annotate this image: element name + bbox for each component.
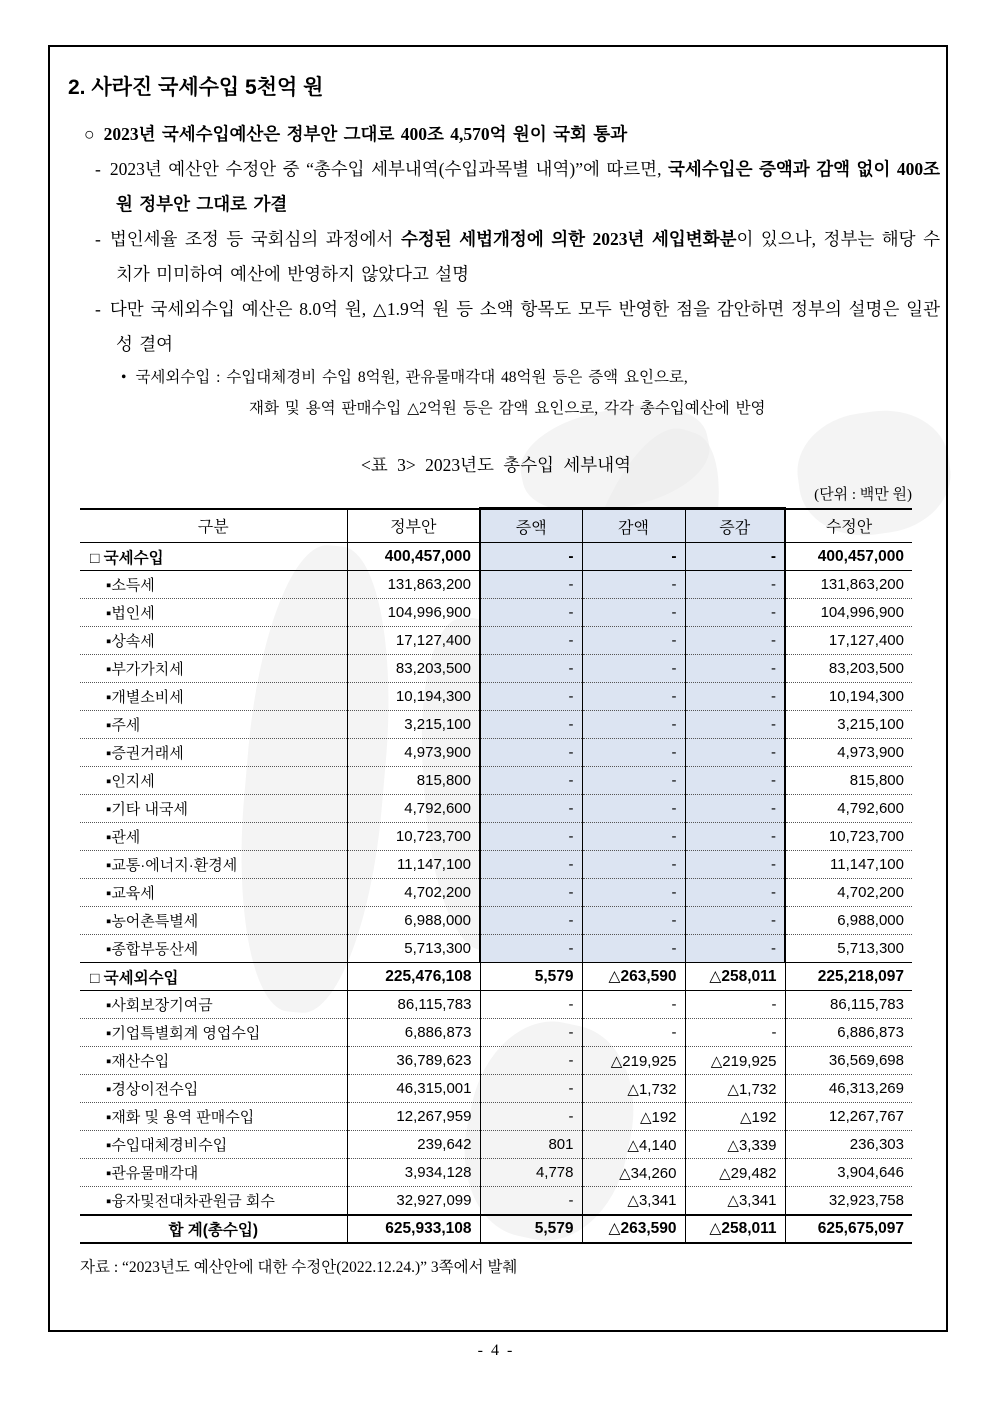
cell-govt-plan: 3,934,128	[347, 1159, 480, 1187]
cell-net-change: △3,341	[685, 1187, 785, 1215]
cell-net-change: -	[685, 739, 785, 767]
row-label: ▪법인세	[80, 599, 347, 627]
cell-increase: -	[480, 907, 582, 935]
table-row	[80, 1103, 912, 1131]
row-label: ▪융자및전대차관원금 회수	[80, 1187, 347, 1215]
cell-increase: -	[480, 1019, 582, 1047]
table-caption: <표 3> 2023년도 총수입 세부내역	[360, 455, 632, 475]
cell-revised: 225,218,097	[785, 963, 912, 991]
bullet-3-post-text: 이 있으나, 정부는 해당 수치가 미미하여 예산에 반영하지 않았다고 설명	[116, 229, 940, 284]
row-label: ▪소득세	[80, 571, 347, 599]
cell-revised: 104,996,900	[785, 599, 912, 627]
table-row	[80, 851, 912, 879]
table-row	[80, 907, 912, 935]
cell-revised: 83,203,500	[785, 655, 912, 683]
cell-net-change: -	[685, 851, 785, 879]
table-row	[80, 1047, 912, 1075]
cell-net-change: -	[685, 879, 785, 907]
table-row	[80, 1187, 912, 1215]
cell-revised: 6,886,873	[785, 1019, 912, 1047]
bullet-3-bold-text: 수정된 세법개정에 의한 2023년 세입변화분	[400, 229, 737, 249]
cell-net-change: △258,011	[685, 963, 785, 991]
bullet-item-2	[95, 152, 940, 222]
bullet-3-text: 법인세율 조정 등 국회심의 과정에서	[109, 229, 401, 249]
col-header-category: 구분	[80, 509, 347, 543]
cell-increase: -	[480, 1047, 582, 1075]
cell-increase: -	[480, 683, 582, 711]
cell-increase: -	[480, 851, 582, 879]
cell-govt-plan: 4,792,600	[347, 795, 480, 823]
dot-bullet-icon: •	[121, 369, 127, 386]
cell-decrease: -	[582, 823, 685, 851]
cell-govt-plan: 10,723,700	[347, 823, 480, 851]
cell-decrease: △192	[582, 1103, 685, 1131]
table-row	[80, 683, 912, 711]
col-header-revised: 수정안	[785, 509, 912, 543]
cell-govt-plan: 36,789,623	[347, 1047, 480, 1075]
bullet-4-text: 다만 국세외수입 예산은 8.0억 원, △1.9억 원 등 소액 항목도 모두 반영한 점을 감안하면 정부의 설명은 일관성 결여	[109, 299, 940, 354]
cell-decrease: -	[582, 683, 685, 711]
cell-revised: 131,863,200	[785, 571, 912, 599]
cell-increase: 4,778	[480, 1159, 582, 1187]
cell-revised: 86,115,783	[785, 991, 912, 1019]
cell-decrease: -	[582, 739, 685, 767]
sub-bullet-item	[121, 362, 940, 393]
cell-govt-plan: 6,886,873	[347, 1019, 480, 1047]
cell-net-change: -	[685, 683, 785, 711]
bullet-item-3	[95, 222, 940, 292]
cell-revised: 17,127,400	[785, 627, 912, 655]
table-row	[80, 655, 912, 683]
cell-net-change: △29,482	[685, 1159, 785, 1187]
cell-net-change: -	[685, 1019, 785, 1047]
row-label: □ 국세외수입	[80, 963, 347, 991]
page-number: - 4 -	[477, 1342, 515, 1359]
cell-revised: 815,800	[785, 767, 912, 795]
cell-increase: -	[480, 935, 582, 963]
cell-decrease: -	[582, 879, 685, 907]
cell-govt-plan: 815,800	[347, 767, 480, 795]
table-row	[80, 543, 912, 571]
cell-net-change: △3,339	[685, 1131, 785, 1159]
cell-net-change: -	[685, 627, 785, 655]
bullet-1-text: 2023년 국세수입예산은 정부안 그대로 400조 4,570억 원이 국회 통과	[103, 124, 628, 144]
cell-increase: -	[480, 627, 582, 655]
revenue-detail-table	[80, 507, 912, 1244]
row-label: 합 계(총수입)	[80, 1215, 347, 1243]
cell-govt-plan: 86,115,783	[347, 991, 480, 1019]
row-label: ▪인지세	[80, 767, 347, 795]
cell-net-change: △219,925	[685, 1047, 785, 1075]
dash-bullet-icon: -	[95, 159, 101, 179]
row-label: ▪교통·에너지·환경세	[80, 851, 347, 879]
source-note: 자료 : “2023년도 예산안에 대한 수정안(2022.12.24.)” 3쪽에서 발췌	[80, 1258, 518, 1276]
cell-revised: 36,569,698	[785, 1047, 912, 1075]
cell-govt-plan: 12,267,959	[347, 1103, 480, 1131]
table-row	[80, 879, 912, 907]
dash-bullet-icon: -	[95, 299, 101, 319]
row-label: ▪개별소비세	[80, 683, 347, 711]
cell-increase: 5,579	[480, 963, 582, 991]
row-label: ▪수입대체경비수입	[80, 1131, 347, 1159]
col-header-decrease: 감액	[582, 509, 685, 543]
row-label: ▪경상이전수입	[80, 1075, 347, 1103]
table-row	[80, 795, 912, 823]
cell-decrease: -	[582, 795, 685, 823]
cell-net-change: -	[685, 795, 785, 823]
cell-revised: 12,267,767	[785, 1103, 912, 1131]
cell-revised: 6,988,000	[785, 907, 912, 935]
table-row	[80, 767, 912, 795]
row-label: ▪농어촌특별세	[80, 907, 347, 935]
row-label: ▪상속세	[80, 627, 347, 655]
bullet-item-1	[84, 117, 940, 152]
cell-increase: -	[480, 1187, 582, 1215]
cell-revised: 625,675,097	[785, 1215, 912, 1243]
body-text	[84, 117, 940, 424]
row-label: ▪재화 및 용역 판매수입	[80, 1103, 347, 1131]
cell-increase: -	[480, 711, 582, 739]
row-label: ▪종합부동산세	[80, 935, 347, 963]
cell-revised: 11,147,100	[785, 851, 912, 879]
cell-increase: -	[480, 655, 582, 683]
row-label: ▪사회보장기여금	[80, 991, 347, 1019]
cell-govt-plan: 32,927,099	[347, 1187, 480, 1215]
cell-govt-plan: 225,476,108	[347, 963, 480, 991]
cell-govt-plan: 239,642	[347, 1131, 480, 1159]
sub-bullet-text-1: 국세외수입 : 수입대체경비 수입 8억원, 관유물매각대 48억원 등은 증액 요인으로,	[135, 369, 688, 386]
cell-net-change: -	[685, 767, 785, 795]
cell-decrease: -	[582, 543, 685, 571]
cell-increase: -	[480, 991, 582, 1019]
cell-govt-plan: 3,215,100	[347, 711, 480, 739]
cell-increase: -	[480, 795, 582, 823]
cell-increase: -	[480, 879, 582, 907]
cell-increase: -	[480, 571, 582, 599]
table-row	[80, 599, 912, 627]
cell-decrease: -	[582, 1019, 685, 1047]
cell-revised: 4,792,600	[785, 795, 912, 823]
cell-revised: 4,973,900	[785, 739, 912, 767]
row-label: ▪부가가치세	[80, 655, 347, 683]
cell-decrease: -	[582, 991, 685, 1019]
cell-revised: 32,923,758	[785, 1187, 912, 1215]
cell-decrease: △34,260	[582, 1159, 685, 1187]
row-label: ▪교육세	[80, 879, 347, 907]
cell-revised: 10,723,700	[785, 823, 912, 851]
bullet-2-bold-text: 국세수입은 증액과 감액 없이 400조 원 정부안 그대로 가결	[116, 159, 941, 214]
cell-decrease: -	[582, 655, 685, 683]
cell-decrease: -	[582, 767, 685, 795]
cell-net-change: △1,732	[685, 1075, 785, 1103]
cell-increase: -	[480, 1075, 582, 1103]
row-label: ▪관유물매각대	[80, 1159, 347, 1187]
table-row	[80, 963, 912, 991]
row-label: ▪기업특별회계 영업수입	[80, 1019, 347, 1047]
cell-increase: -	[480, 1103, 582, 1131]
cell-revised: 46,313,269	[785, 1075, 912, 1103]
cell-net-change: -	[685, 907, 785, 935]
table-row	[80, 991, 912, 1019]
table-row	[80, 1215, 912, 1243]
sub-bullet-continuation	[121, 393, 940, 424]
table-row	[80, 571, 912, 599]
cell-decrease: -	[582, 627, 685, 655]
col-header-increase: 증액	[480, 509, 582, 543]
table-row	[80, 935, 912, 963]
cell-decrease: △3,341	[582, 1187, 685, 1215]
cell-revised: 4,702,200	[785, 879, 912, 907]
cell-revised: 3,904,646	[785, 1159, 912, 1187]
cell-govt-plan: 17,127,400	[347, 627, 480, 655]
cell-govt-plan: 4,973,900	[347, 739, 480, 767]
table-unit-label: (단위 : 백만 원)	[814, 487, 912, 503]
cell-increase: -	[480, 739, 582, 767]
cell-net-change: △258,011	[685, 1215, 785, 1243]
row-label: ▪기타 내국세	[80, 795, 347, 823]
bullet-item-4	[95, 292, 940, 362]
circle-bullet-icon: ○	[84, 124, 95, 144]
cell-net-change: △192	[685, 1103, 785, 1131]
cell-increase: 5,579	[480, 1215, 582, 1243]
cell-govt-plan: 400,457,000	[347, 543, 480, 571]
cell-govt-plan: 104,996,900	[347, 599, 480, 627]
cell-govt-plan: 625,933,108	[347, 1215, 480, 1243]
cell-decrease: △263,590	[582, 963, 685, 991]
cell-revised: 236,303	[785, 1131, 912, 1159]
cell-increase: -	[480, 823, 582, 851]
table-header-row	[80, 509, 912, 543]
cell-net-change: -	[685, 823, 785, 851]
table-row	[80, 1131, 912, 1159]
table-row	[80, 1019, 912, 1047]
dash-bullet-icon: -	[95, 229, 101, 249]
col-header-net-change: 증감	[685, 509, 785, 543]
cell-net-change: -	[685, 935, 785, 963]
cell-revised: 3,215,100	[785, 711, 912, 739]
table-row	[80, 711, 912, 739]
cell-decrease: -	[582, 711, 685, 739]
row-label: ▪재산수입	[80, 1047, 347, 1075]
table-row	[80, 627, 912, 655]
cell-net-change: -	[685, 991, 785, 1019]
col-header-govt-plan: 정부안	[347, 509, 480, 543]
row-label: ▪주세	[80, 711, 347, 739]
cell-revised: 10,194,300	[785, 683, 912, 711]
cell-decrease: -	[582, 907, 685, 935]
table-row	[80, 739, 912, 767]
cell-govt-plan: 83,203,500	[347, 655, 480, 683]
cell-net-change: -	[685, 571, 785, 599]
cell-net-change: -	[685, 599, 785, 627]
table-row	[80, 823, 912, 851]
row-label: ▪관세	[80, 823, 347, 851]
row-label: ▪증권거래세	[80, 739, 347, 767]
cell-decrease: -	[582, 851, 685, 879]
cell-increase: 801	[480, 1131, 582, 1159]
cell-govt-plan: 10,194,300	[347, 683, 480, 711]
cell-govt-plan: 4,702,200	[347, 879, 480, 907]
table-row	[80, 1159, 912, 1187]
cell-govt-plan: 46,315,001	[347, 1075, 480, 1103]
cell-decrease: △219,925	[582, 1047, 685, 1075]
table-row	[80, 1075, 912, 1103]
cell-increase: -	[480, 599, 582, 627]
cell-decrease: △263,590	[582, 1215, 685, 1243]
cell-decrease: -	[582, 935, 685, 963]
cell-revised: 400,457,000	[785, 543, 912, 571]
cell-decrease: △1,732	[582, 1075, 685, 1103]
cell-govt-plan: 5,713,300	[347, 935, 480, 963]
cell-net-change: -	[685, 543, 785, 571]
section-title: 2. 사라진 국세수입 5천억 원	[68, 76, 324, 99]
page-border-frame	[48, 45, 948, 1332]
cell-govt-plan: 131,863,200	[347, 571, 480, 599]
cell-net-change: -	[685, 655, 785, 683]
row-label: □ 국세수입	[80, 543, 347, 571]
cell-decrease: -	[582, 571, 685, 599]
bullet-2-text: 2023년 예산안 수정안 중 “총수입 세부내역(수입과목별 내역)”에 따르면,	[109, 159, 668, 179]
cell-govt-plan: 11,147,100	[347, 851, 480, 879]
cell-increase: -	[480, 767, 582, 795]
cell-net-change: -	[685, 711, 785, 739]
sub-bullet-text-2: 재화 및 용역 판매수입 △2억원 등은 감액 요인으로, 각각 총수입예산에 반영	[249, 400, 766, 417]
cell-revised: 5,713,300	[785, 935, 912, 963]
cell-decrease: -	[582, 599, 685, 627]
cell-govt-plan: 6,988,000	[347, 907, 480, 935]
cell-decrease: △4,140	[582, 1131, 685, 1159]
cell-increase: -	[480, 543, 582, 571]
